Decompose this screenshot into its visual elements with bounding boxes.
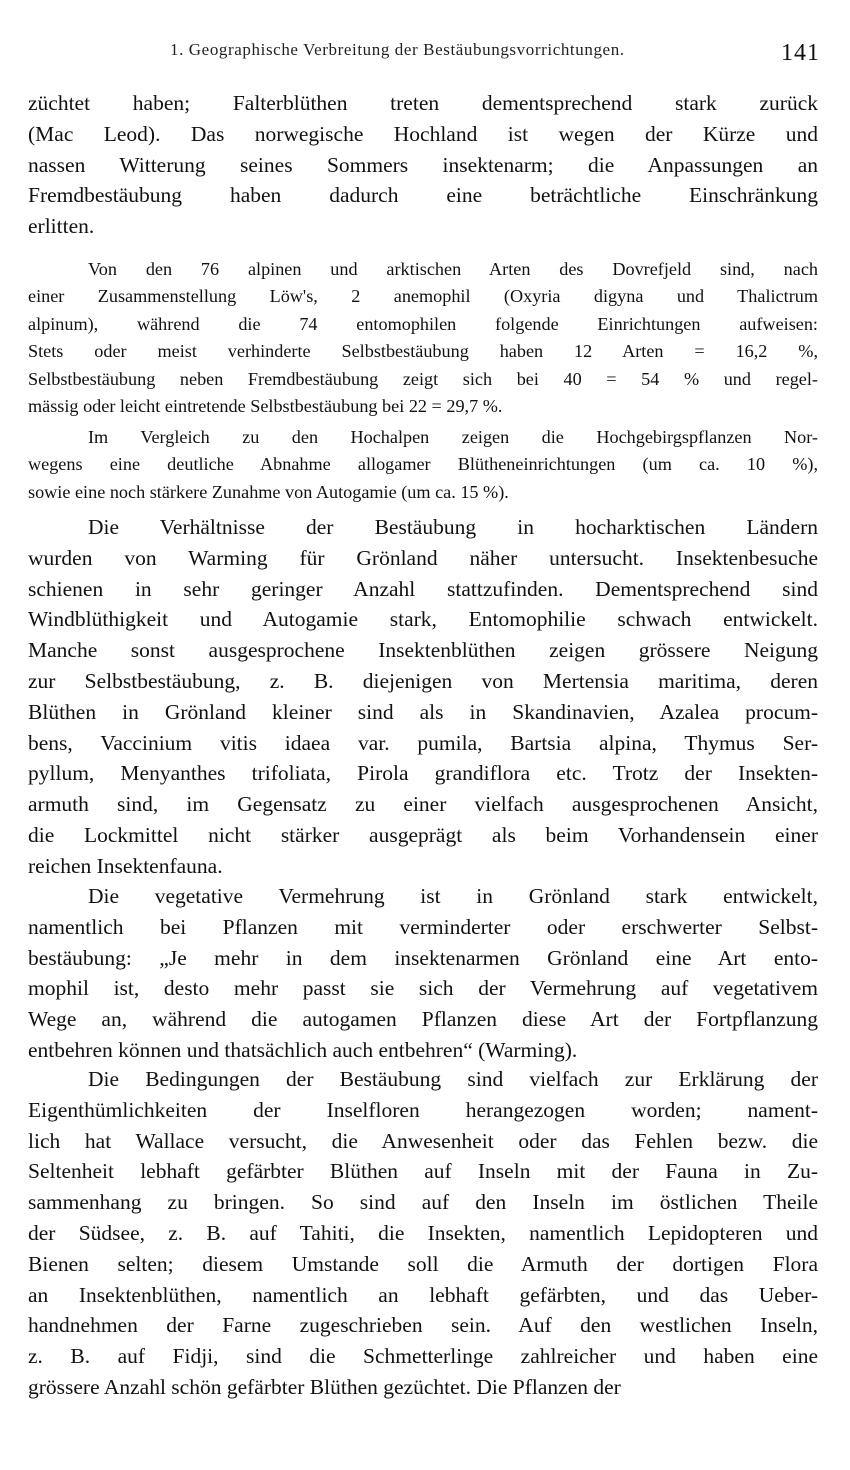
text-line: Im Vergleich zu den Hochalpen zeigen die Hochgebirgspflanzen Nor- bbox=[88, 427, 818, 447]
text-line: wurden von Warming für Grönland näher untersucht. Insektenbesuche bbox=[28, 545, 818, 570]
text-line: zur Selbstbestäubung, z. B. diejenigen von Mertensia maritima, deren bbox=[28, 668, 818, 693]
text-line: alpinum), während die 74 entomophilen folgende Einrichtungen aufweisen: bbox=[28, 313, 818, 334]
text-line: mophil ist, desto mehr passt sie sich der Vermehrung auf vegetativem bbox=[28, 976, 818, 1001]
text-line: Selbstbestäubung neben Fremdbestäubung zeigt sich bei 40 = 54 % und regel- bbox=[28, 368, 818, 389]
text-line: (Mac Leod). Das norwegische Hochland ist wegen der Kürze und bbox=[28, 121, 818, 146]
text-line: Blüthen in Grönland kleiner sind als in Skandinavien, Azalea procum- bbox=[28, 699, 818, 724]
text-line: namentlich bei Pflanzen mit verminderter oder erschwerter Selbst- bbox=[28, 914, 818, 939]
paragraph-1 bbox=[28, 88, 818, 242]
text-line: bestäubung: „Je mehr in dem insektenarmen Grönland eine Art ento- bbox=[28, 945, 818, 970]
text-line: Seltenheit lebhaft gefärbter Blüthen auf Inseln mit der Fauna in Zu- bbox=[28, 1159, 818, 1184]
text-line: sammenhang zu bringen. So sind auf den Inseln im östlichen Theile bbox=[28, 1190, 818, 1215]
text-line: Die Verhältnisse der Bestäubung in hocharktischen Ländern bbox=[88, 515, 818, 539]
text-line: der Südsee, z. B. auf Tahiti, die Insekten, namentlich Lepidopteren und bbox=[28, 1220, 818, 1245]
text-line: armuth sind, im Gegensatz zu einer vielfach ausgesprochenen Ansicht, bbox=[28, 792, 818, 817]
paragraph-4-groenland bbox=[28, 512, 818, 882]
text-line: Wege an, während die autogamen Pflanzen diese Art der Fortpflanzung bbox=[28, 1007, 818, 1032]
text-line: z. B. auf Fidji, sind die Schmetterlinge zahlreicher und haben eine bbox=[28, 1344, 818, 1369]
text-line: Bienen selten; diesem Umstande soll die Armuth der dortigen Flora bbox=[28, 1251, 818, 1276]
text-line: schienen in sehr geringer Anzahl stattzufinden. Dementsprechend sind bbox=[28, 576, 818, 601]
text-line: Stets oder meist verhinderte Selbstbestäubung haben 12 Arten = 16,2 %, bbox=[28, 341, 818, 362]
running-head: 1. Geographische Verbreitung der Bestäubungsvorrichtungen. bbox=[170, 40, 625, 59]
text-line: Von den 76 alpinen und arktischen Arten des Dovrefjeld sind, nach bbox=[88, 259, 818, 279]
text-line: bens, Vaccinium vitis idaea var. pumila, Bartsia alpina, Thymus Ser- bbox=[28, 730, 818, 755]
paragraph-5-vegetative bbox=[28, 881, 818, 1066]
text-line: Die vegetative Vermehrung ist in Grönland stark entwickelt, bbox=[88, 884, 818, 908]
text-line: handnehmen der Farne zugeschrieben sein. Auf den westlichen Inseln, bbox=[28, 1313, 818, 1338]
text-line: Manche sonst ausgesprochene Insektenblüthen zeigen grössere Neigung bbox=[28, 638, 818, 663]
text-line: die Lockmittel nicht stärker ausgeprägt als beim Vorhandensein einer bbox=[28, 822, 818, 847]
text-line: Eigenthümlichkeiten der Inselfloren herangezogen worden; nament- bbox=[28, 1097, 818, 1122]
paragraph-2-dovrefjeld bbox=[28, 256, 818, 420]
text-line: pyllum, Menyanthes trifoliata, Pirola grandiflora etc. Trotz der Insekten- bbox=[28, 761, 818, 786]
text-line: Windblüthigkeit und Autogamie stark, Entomophilie schwach entwickelt. bbox=[28, 607, 818, 632]
text-line: entbehren können und thatsächlich auch entbehren“ (Warming). bbox=[28, 1037, 578, 1062]
text-line: züchtet haben; Falterblüthen treten dementsprechend stark zurück bbox=[28, 91, 818, 115]
page-header bbox=[40, 30, 820, 70]
text-line: Fremdbestäubung haben dadurch eine beträchtliche Einschränkung bbox=[28, 183, 818, 208]
text-line: nassen Witterung seines Sommers insektenarm; die Anpassungen an bbox=[28, 152, 818, 177]
text-line: einer Zusammenstellung Löw's, 2 anemophil (Oxyria digyna und Thalictrum bbox=[28, 286, 818, 307]
paragraph-3-hochalpen bbox=[28, 424, 818, 506]
text-line: erlitten. bbox=[28, 214, 95, 239]
paragraph-6-inselfloren bbox=[28, 1064, 818, 1403]
text-line: lich hat Wallace versucht, die Anwesenheit oder das Fehlen bezw. die bbox=[28, 1128, 818, 1153]
text-line: wegens eine deutliche Abnahme allogamer Blütheneinrichtungen (um ca. 10 %), bbox=[28, 454, 818, 475]
text-line: mässig oder leicht eintretende Selbstbestäubung bei 22 = 29,7 %. bbox=[28, 396, 503, 417]
text-line: an Insektenblüthen, namentlich an lebhaft gefärbten, und das Ueber- bbox=[28, 1282, 818, 1307]
text-line: grössere Anzahl schön gefärbter Blüthen gezüchtet. Die Pflanzen der bbox=[28, 1374, 621, 1399]
text-line: reichen Insektenfauna. bbox=[28, 853, 223, 878]
page-number: 141 bbox=[781, 40, 820, 66]
text-line: sowie eine noch stärkere Zunahme von Autogamie (um ca. 15 %). bbox=[28, 481, 509, 502]
text-line: Die Bedingungen der Bestäubung sind vielfach zur Erklärung der bbox=[88, 1067, 818, 1091]
